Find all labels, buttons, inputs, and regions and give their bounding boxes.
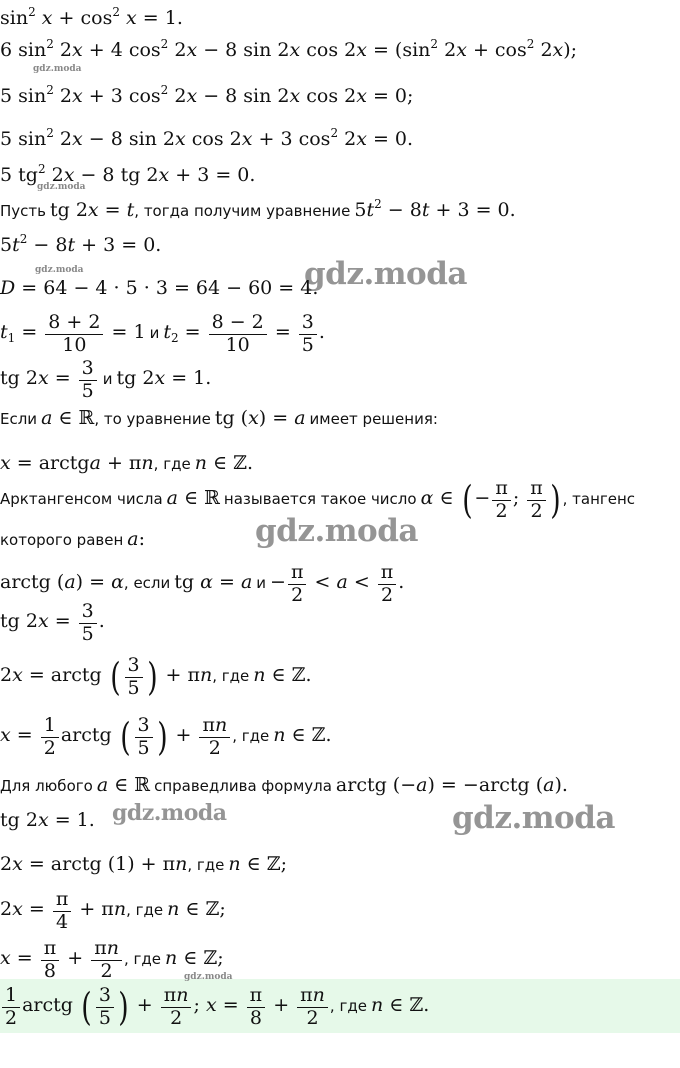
- equation-quadratic: $5t^2 - 8t + 3 = 0$.: [0, 232, 162, 256]
- watermark: gdz.moda: [304, 256, 467, 292]
- equation-identity: $\sin^2 x + \cos^2 x = 1$.: [0, 5, 183, 29]
- general-solution: x = arctga + πn, где n ∈ ℤ.: [0, 452, 253, 474]
- case-one: tg 2x = 1.: [0, 809, 95, 831]
- watermark: gdz.moda: [452, 800, 615, 836]
- watermark-small: gdz.moda: [184, 972, 233, 982]
- watermark-small: gdz.moda: [33, 64, 82, 74]
- arctan-condition: arctg (a) = α, если tg α = a и − $\frac{\pi}{2}$ < a < $\frac{\pi}{2}$ .: [0, 561, 405, 606]
- equation-expanded: 6 $\sin^2 2x + 4$ $\cos^2 2x - 8$ sin 2x $\cos 2x = (\sin^2$ $2x + \cos^2 2x$);: [0, 37, 578, 61]
- if-statement: Если a ∈ ℝ, то уравнение tg (x) = a имеет решения:: [0, 407, 438, 429]
- tangent-values: tg 2x = $\frac{3}{5}$ и tg 2x = 1.: [0, 357, 212, 402]
- equation-simplified: 5 $\sin^2 2x + 3$ $\cos^2 2x - 8$ sin 2x cos 2x = 0;: [0, 83, 414, 107]
- solution-x: x = $\frac{1}{2}$ arctg ( $\frac{3}{5}$ ) + $\frac{\pi n}{2}$ , где n ∈ ℤ.: [0, 714, 332, 760]
- arctan-definition: Арктангенсом числа a ∈ ℝ называется такое число α ∈ ( − $\frac{\pi}{2}$ ; $\frac{\pi}{2}$ ) , тангенс: [0, 477, 636, 523]
- watermark-small: gdz.moda: [37, 182, 86, 192]
- equation-reordered: 5 $\sin^2 2x - 8$ sin 2x cos 2x + 3 $\cos^2 2x = 0$.: [0, 126, 414, 150]
- arctan-definition-cont: которого равен a:: [0, 528, 146, 550]
- case-three-fifths: tg 2x = $\frac{3}{5}$ .: [0, 600, 105, 645]
- answer-line: $\frac{1}{2}$ arctg ( $\frac{3}{5}$ ) + $\frac{\pi n}{2}$ ; x = $\frac{\pi}{8}$ + $\frac{\pi n}{2}$ , где n ∈ ℤ.: [0, 985, 429, 1030]
- watermark: gdz.moda: [255, 513, 418, 549]
- solution-2x-pi4: 2x = $\frac{\pi}{4}$ + πn, где n ∈ ℤ;: [0, 888, 226, 933]
- equation-tangent: 5 $tg^2$ 2x − 8 tg 2x + 3 = 0.: [0, 162, 256, 186]
- watermark-small: gdz.moda: [35, 265, 84, 275]
- solution-x-pi8: x = $\frac{\pi}{8}$ + $\frac{\pi n}{2}$ , где n ∈ ℤ;: [0, 937, 224, 982]
- roots-line: $t_1$ = $\frac{8 + 2}{10}$ = 1 и $t_2$ = $\frac{8 - 2}{10}$ = $\frac{3}{5}$ .: [0, 311, 325, 356]
- discriminant: D = 64 − 4 · 5 · 3 = 64 − 60 = 4.: [0, 277, 319, 299]
- watermark: gdz.moda: [112, 800, 227, 826]
- solution-2x: 2x = arctg ( $\frac{3}{5}$ ) + πn, где n ∈ ℤ.: [0, 654, 312, 700]
- solution-2x-one: 2x = arctg (1) + πn, где n ∈ ℤ;: [0, 853, 288, 875]
- substitution-line: Пусть tg 2x = t, тогда получим уравнение $5t^2 - 8t + 3 = 0$.: [0, 197, 516, 221]
- odd-property: Для любого a ∈ ℝ справедлива формула arctg (−a) = −arctg (a).: [0, 774, 568, 796]
